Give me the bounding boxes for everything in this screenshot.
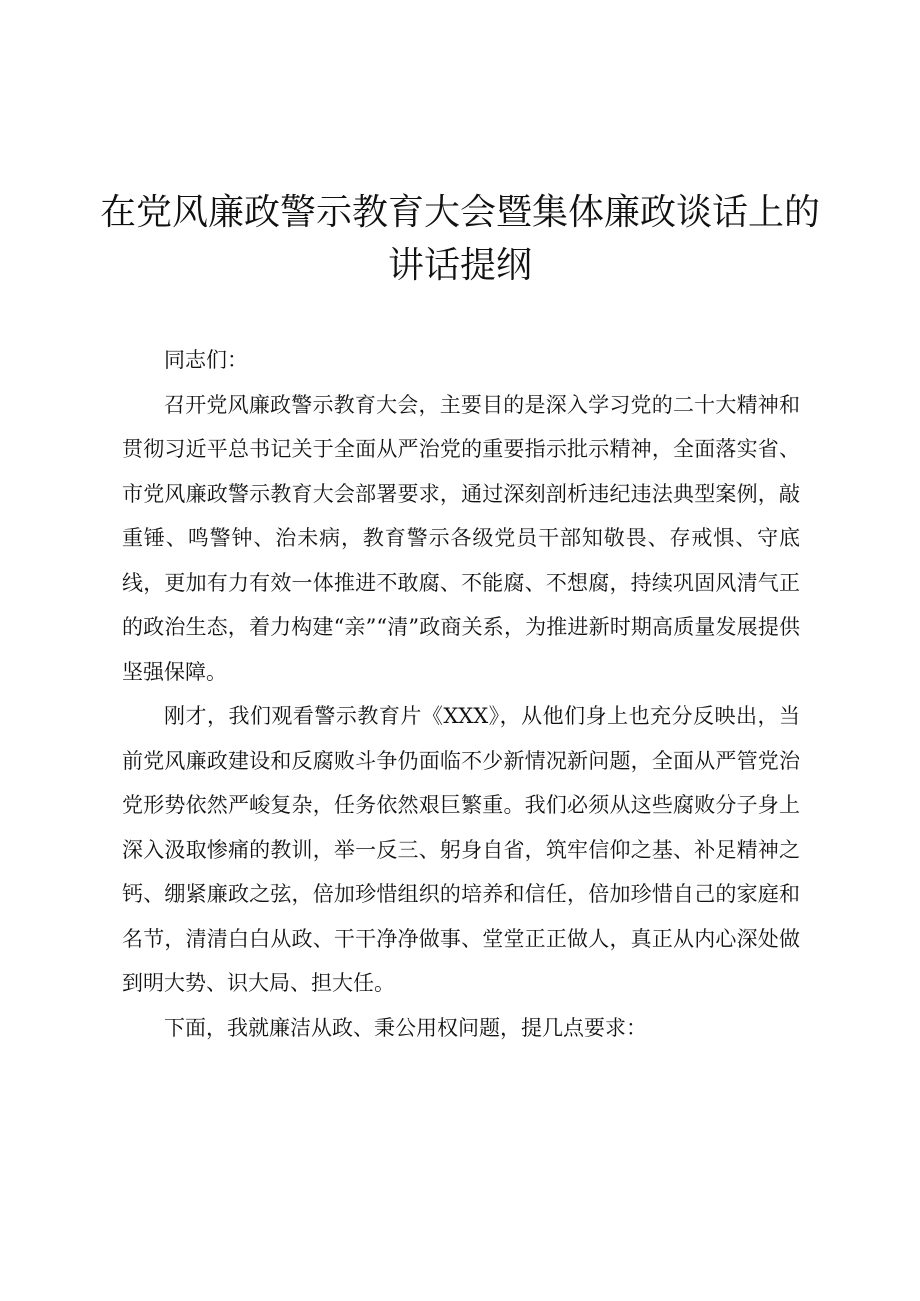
body-paragraph-1: 召开党风廉政警示教育大会，主要目的是深入学习党的二十大精神和贯彻习近平总书记关于全面从严治党的重要指示批示精神，全面落实省、市党风廉政警示教育大会部署要求，通过深刻剖析违纪违法典型案例，敲重锤、鸣警钟、治未病，教育警示各级党员干部知敬畏、存戒惧、守底线，更加有力有效一体推进不敢腐、不能腐、不想腐，持续巩固风清气正的政治生态，着力构建“亲”“清”政商关系，为推进新时期高质量发展提供坚强保障。 — [122, 392, 800, 684]
title-line-1: 在党风廉政警示教育大会暨集体廉政谈话上的 — [100, 192, 821, 233]
body-paragraph-3: 下面，我就廉洁从政、秉公用权问题，提几点要求： — [164, 1015, 647, 1040]
document-body — [122, 338, 800, 1050]
document-title — [100, 186, 820, 292]
salutation-paragraph: 同志们： — [164, 348, 248, 372]
body-paragraph-2: 刚才，我们观看警示教育片《XXX》，从他们身上也充分反映出，当前党风廉政建设和反腐败斗争仍面临不少新情况新问题，全面从严管党治党形势依然严峻复杂，任务依然艰巨繁重。我们必须从这些腐败分子身上深入汲取惨痛的教训，举一反三、躬身自省，筑牢信仰之基、补足精神之钙、绷紧廉政之弦，倍加珍惜组织的培养和信任，倍加珍惜自己的家庭和名节，清清白白从政、干干净净做事、堂堂正正做人，真正从内心深处做到明大势、识大局、担大任。 — [122, 704, 800, 995]
title-line-2: 讲话提纲 — [387, 245, 532, 286]
